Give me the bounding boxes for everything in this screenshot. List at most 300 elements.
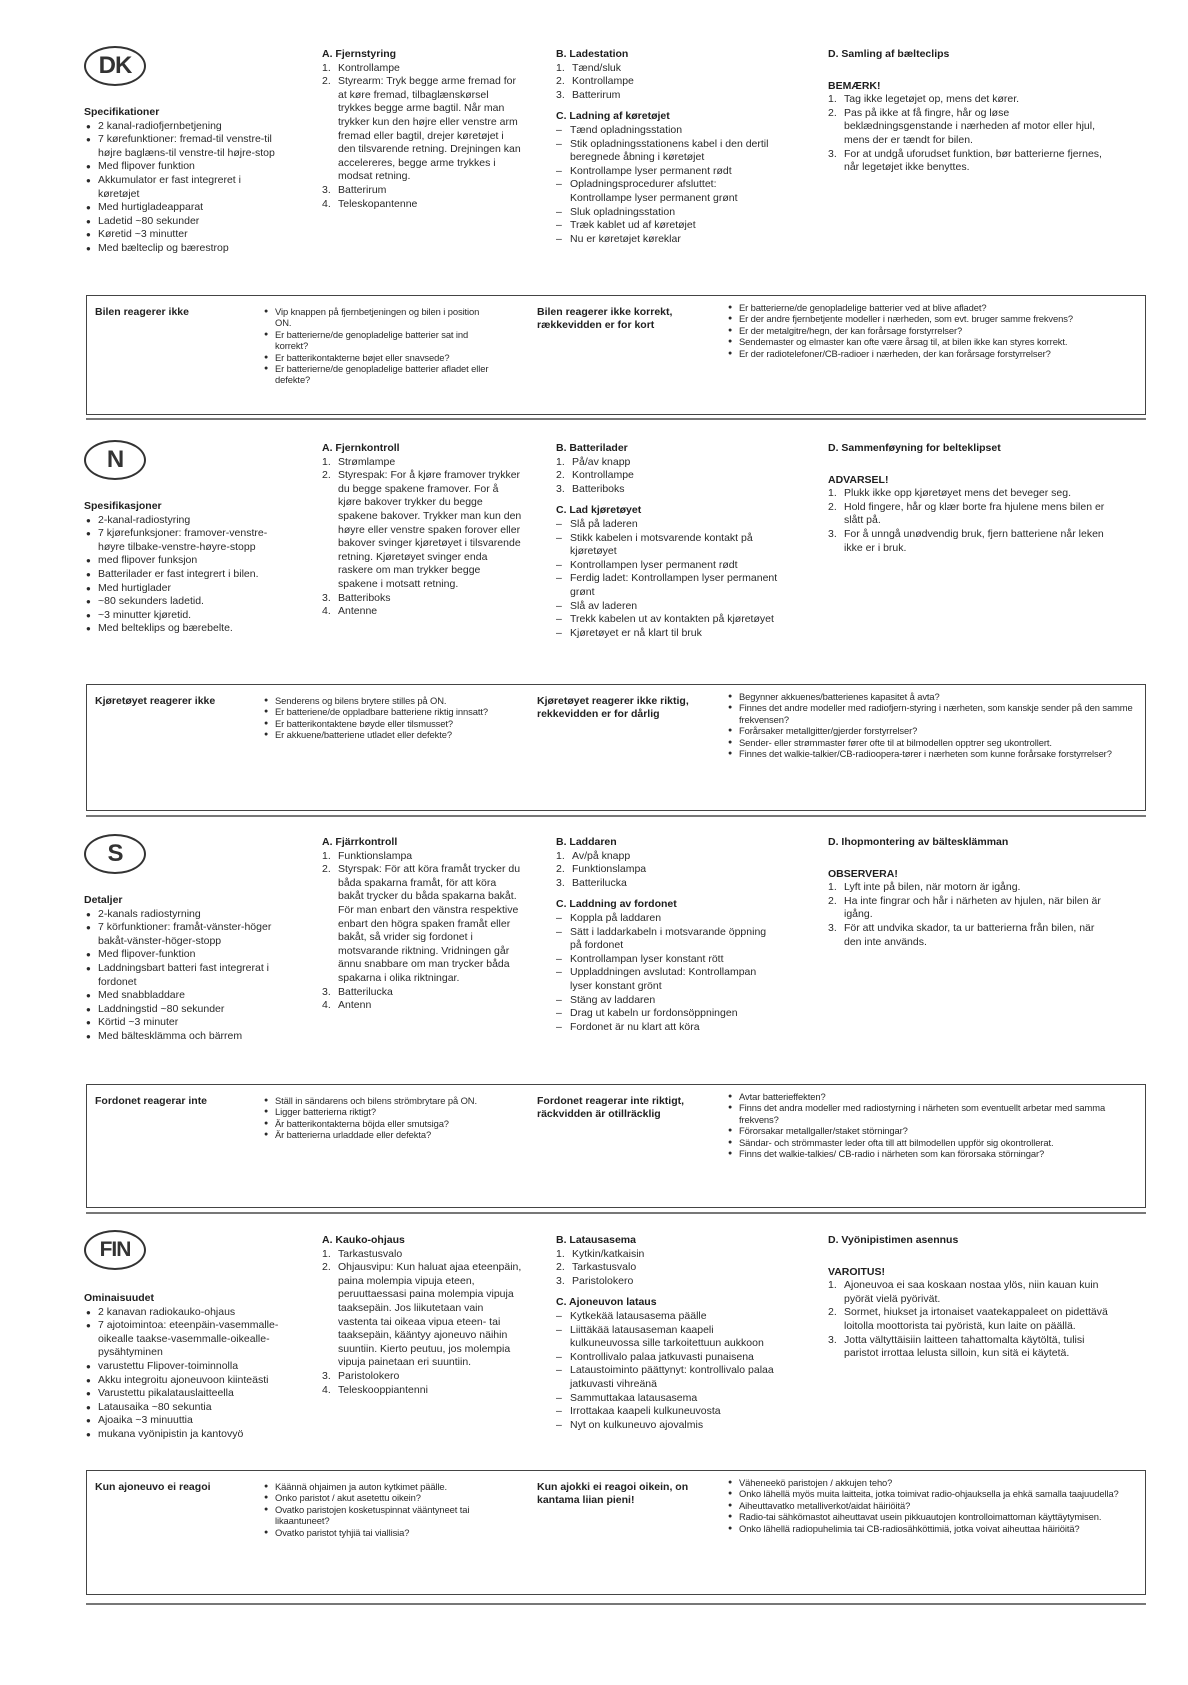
list-item: ● Med hurtiglader (84, 582, 284, 596)
item-text: For at undgå uforudset funktion, bør batterierne fjernes, når legetøjet ikke benyttes. (844, 147, 1102, 174)
list-item (828, 528, 1114, 555)
language-badge: N (84, 440, 146, 480)
list-item: – Sammuttakaa latausasema (556, 1392, 778, 1406)
list-item: – Uppladdningen avslutad: Kontrollampan lyser konstant grönt (556, 966, 778, 993)
list-item (556, 877, 778, 891)
list-item (556, 456, 778, 470)
list-item: – Slå på laderen (556, 518, 778, 532)
list-item (828, 93, 1114, 107)
list-item: ● Latausaika ~80 sekuntia (84, 1401, 284, 1415)
beltclip-column (828, 442, 1114, 555)
item-number: 1. (828, 1279, 837, 1292)
list-item: ● Käännä ohjaimen ja auton kytkimet päälle. (263, 1481, 495, 1492)
trouble-range-list (727, 691, 1139, 759)
list-item: ● Ställ in sändarens och bilens strömbrytare på ON. (263, 1095, 495, 1106)
list-item (322, 863, 522, 985)
list-item: ● Avtar batterieffekten? (727, 1091, 1139, 1102)
item-text: Ha inte fingrar och hår i närheten av hjulen, när bilen är igång. (844, 894, 1101, 921)
item-number: 3. (322, 985, 331, 998)
warning-list (828, 93, 1114, 175)
section-divider (86, 1212, 1146, 1214)
list-item: – Fordonet är nu klart att köra (556, 1021, 778, 1035)
remote-title: A. Kauko-ohjaus (322, 1234, 405, 1246)
list-item: ● Er batterierne/de genopladelige batterier ved at blive afladet? (727, 302, 1139, 313)
list-item (322, 75, 522, 184)
item-text: Styrespak: For å kjøre framover trykker du begge spakene framover. For å kjøre bakover trykker du begge spakene bakover. Trykker man kun den høyre eller venstre spaken forover eller bakover svinger kjøretøyet i tilsvarende retning. Kjøretøyet svinger enda raskere om man trykker begge spakene i motsatt retning. (338, 469, 522, 590)
list-item: ● Ligger batterierna riktigt? (263, 1106, 495, 1117)
list-item: ● Er batterikontakterne bøjet eller snavsede? (263, 352, 495, 363)
charging-steps-list (556, 912, 778, 1034)
item-text: Tænd/sluk (572, 61, 622, 74)
beltclip-title: D. Samling af bælteclips (828, 48, 950, 60)
trouble-no-response-title: Kjøretøyet reagerer ikke (95, 695, 216, 707)
item-number: 4. (322, 197, 331, 210)
item-number: 2. (828, 500, 837, 513)
specifications-title: Spesifikasjoner (84, 500, 162, 512)
list-item: – Kontrollampen lyser permanent rødt (556, 559, 778, 573)
item-text: Jotta vältyttäisiin laitteen tahattomalta käytöltä, tulisi paristot irrottaa lelusta silloin, kun sitä ei käytetä. (844, 1333, 1085, 1360)
charging-steps-list (556, 1310, 778, 1432)
list-item: – Tænd opladningsstation (556, 124, 778, 138)
list-item: ● Väheneekö paristojen / akkujen teho? (727, 1477, 1139, 1488)
item-number: 3. (556, 876, 565, 889)
charging-title: C. Ajoneuvon lataus (556, 1296, 657, 1309)
item-number: 1. (828, 487, 837, 500)
list-item: ● Akku integroitu ajoneuvoon kiinteästi (84, 1374, 284, 1388)
list-item: ● Sändar- och strömmaster leder ofta till att bilmodellen uppför sig okontrollerat. (727, 1137, 1139, 1148)
trouble-range-list (727, 1091, 1139, 1159)
charger-title: B. Batterilader (556, 442, 628, 454)
list-item: ● Onko lähellä myös muita laitteita, jotka toimivat radio-ohjauksella ja ehkä samalla taajuudella? (727, 1488, 1139, 1499)
list-item: ● varustettu Flipover-toiminnolla (84, 1360, 284, 1374)
list-item (322, 850, 522, 864)
list-item: – Stikk kabelen i motsvarende kontakt på kjøretøyet (556, 532, 778, 559)
item-number: 1. (828, 881, 837, 894)
list-item (556, 62, 778, 76)
list-item: ● 2-kanals radiostyrning (84, 908, 284, 922)
warning-title: ADVARSEL! (828, 473, 889, 486)
item-text: Teleskopantenne (338, 197, 418, 210)
list-item: ● Med bältesklämma och bärrem (84, 1030, 284, 1044)
list-item: ● Finnes det walkie-talkier/CB-radioopera-tører i nærheten som kunne forårsake forstyrrelser? (727, 748, 1139, 759)
list-item: ● Körtid ~3 minuter (84, 1016, 284, 1030)
specifications-list (84, 120, 284, 256)
list-item: ● Ajoaika ~3 minuuttia (84, 1414, 284, 1428)
list-item: ● 7 ajotoimintoa: eteenpäin-vasemmalle-oikealle taakse-vasemmalle-oikealle-pysähtyminen (84, 1319, 284, 1360)
list-item: – Slå av laderen (556, 600, 778, 614)
list-item: – Liittäkää latausaseman kaapeli kulkuneuvossa sille tarkoitettuun aukkoon (556, 1324, 778, 1351)
item-text: Strømlampe (338, 455, 396, 468)
item-text: Batterilucka (572, 876, 627, 889)
list-item: ● Køretid ~3 minutter (84, 228, 284, 242)
list-item: ● Er batterierne/de genopladelige batterier afladet eller defekte? (263, 363, 495, 386)
list-item (322, 1384, 522, 1398)
item-text: Plukk ikke opp kjøretøyet mens det beveger seg. (844, 487, 1072, 500)
specifications-title: Detaljer (84, 894, 123, 906)
charging-title: C. Laddning av fordonet (556, 898, 677, 911)
list-item (556, 89, 778, 103)
item-number: 3. (322, 591, 331, 604)
list-item: ● Är batterierna urladdade eller defekta? (263, 1129, 495, 1140)
trouble-no-response-list (263, 306, 495, 386)
list-item (322, 62, 522, 76)
list-item: ● Finns det andra modeller med radiostyrning i närheten som eventuellt arbetar med samma frekvens? (727, 1102, 1139, 1125)
list-item (828, 1279, 1114, 1306)
list-item: – Sluk opladningsstation (556, 206, 778, 220)
spacer (828, 1248, 1114, 1258)
list-item: – Koppla på laddaren (556, 912, 778, 926)
item-number: 2. (556, 863, 565, 876)
list-item (828, 1306, 1114, 1333)
remote-parts-list (322, 62, 522, 212)
charger-parts-list (556, 62, 778, 103)
item-text: Kontrollampe (572, 75, 634, 88)
list-item (322, 198, 522, 212)
list-item: ● Er batterikontaktene bøyde eller tilsmusset? (263, 718, 495, 729)
list-item: – Træk kablet ud af køretøjet (556, 219, 778, 233)
list-item: ● Er batterierne/de genopladelige batterier sat ind korrekt? (263, 329, 495, 352)
item-text: Ohjausvipu: Kun haluat ajaa eteenpäin, paina molempia vipuja eteen, peruuttaessasi paina molempia vipuja taaksepäin. Jos liikutetaan vain vastenta tai oikeaa vipua eteen- tai taaksepäin, kääntyy ajoneuvo näihin suuntiin. Kierto peutuu, jos molempia vipuja painetaan eri suuntiin. (338, 1261, 522, 1369)
list-item: ● Senderens og bilens brytere stilles på ON. (263, 695, 495, 706)
list-item (322, 1248, 522, 1262)
charger-column (556, 48, 778, 246)
item-number: 4. (322, 1383, 331, 1396)
list-item: ● 2-kanal-radiostyring (84, 514, 284, 528)
beltclip-column (828, 48, 1114, 175)
list-item: ● Ovatko paristot tyhjiä tai viallisia? (263, 1527, 495, 1538)
list-item: – Kontrollivalo palaa jatkuvasti punaisena (556, 1351, 778, 1365)
list-item: – Stik opladningsstationens kabel i den dertil beregnede åbning i køretøjet (556, 138, 778, 165)
item-text: Paristolokero (338, 1369, 400, 1382)
list-item (828, 107, 1114, 148)
item-text: Kontrollampe (338, 61, 400, 74)
specifications-column (84, 1292, 284, 1442)
list-item (556, 1261, 778, 1275)
warning-list (828, 1279, 1114, 1361)
item-text: Styrearm: Tryk begge arme fremad for at køre fremad, tilbaglænskørsel trykkes begge arme bagtil. Når man trykker kun den højre eller venstre arm fremad eller bagtil, drejer køretøjet i den tilsvarende retning. Drejningen kan accelereres, begge arme trykkes i modsat retning. (338, 75, 521, 183)
list-item: ● Laddningsbart batteri fast integrerat i fordonet (84, 962, 284, 989)
language-badge: S (84, 834, 146, 874)
list-item: ● ~3 minutter kjøretid. (84, 609, 284, 623)
item-number: 2. (322, 863, 331, 876)
charger-column (556, 1234, 778, 1432)
list-item (322, 184, 522, 198)
trouble-range-title: Kun ajokki ei reagoi oikein, on kantama liian pieni! (537, 1481, 689, 1506)
charging-steps-list (556, 124, 778, 246)
beltclip-title: D. Sammenføyning for belteklipset (828, 442, 1001, 454)
trouble-no-response-list (263, 1481, 495, 1538)
item-number: 1. (828, 93, 837, 106)
language-section (0, 1224, 1188, 1595)
charger-parts-list (556, 456, 778, 497)
item-text: Av/på knapp (572, 849, 631, 862)
warning-title: OBSERVERA! (828, 867, 898, 880)
trouble-no-response-title: Fordonet reagerar inte (95, 1095, 208, 1107)
item-text: Antenn (338, 999, 372, 1012)
list-item: ● Är batterikontakterna böjda eller smutsiga? (263, 1118, 495, 1129)
item-number: 1. (556, 61, 565, 74)
item-number: 4. (322, 999, 331, 1012)
item-text: For å unngå unødvendig bruk, fjern batteriene når leken ikke er i bruk. (844, 527, 1104, 554)
list-item (322, 605, 522, 619)
list-item: ● Onko paristot / akut asetettu oikein? (263, 1492, 495, 1503)
list-item: ● Er der radiotelefoner/CB-radioer i nærheden, der kan forårsage forstyrrelser? (727, 348, 1139, 359)
list-item: ● Er akkuene/batteriene utladet eller defekte? (263, 729, 495, 740)
list-item (556, 1275, 778, 1289)
list-item (828, 895, 1114, 922)
item-number: 1. (322, 455, 331, 468)
item-number: 1. (556, 455, 565, 468)
warning-title: VAROITUS! (828, 1265, 885, 1278)
list-item: – Lataustoiminto päättynyt: kontrollivalo palaa jatkuvasti vihreänä (556, 1364, 778, 1391)
warning-title: BEMÆRK! (828, 79, 881, 92)
item-text: Kontrollampe (572, 469, 634, 482)
item-number: 1. (322, 61, 331, 74)
trouble-range-list (727, 1477, 1139, 1534)
list-item: ● 7 körfunktioner: framåt-vänster-höger bakåt-vänster-höger-stopp (84, 921, 284, 948)
trouble-no-response-title: Bilen reagerer ikke (95, 306, 189, 318)
item-number: 1. (322, 1247, 331, 1260)
list-item: – Sätt i laddarkabeln i motsvarande öppning på fordonet (556, 926, 778, 953)
list-item: ● Akkumulator er fast integreret i køretøjet (84, 174, 284, 201)
remote-title: A. Fjärrkontroll (322, 836, 398, 848)
item-text: Kytkin/katkaisin (572, 1247, 645, 1260)
list-item: ● Med hurtigladeapparat (84, 201, 284, 215)
item-number: 3. (322, 1369, 331, 1382)
warning-list (828, 487, 1114, 555)
list-item: ● Med snabbladdare (84, 989, 284, 1003)
list-item: ● Er der andre fjernbetjente modeller i nærheden, som evt. bruger samme frekvens? (727, 313, 1139, 324)
item-text: Tarkastusvalo (338, 1247, 403, 1260)
charger-title: B. Latausasema (556, 1234, 636, 1246)
list-item (556, 483, 778, 497)
list-item: – Kjøretøyet er nå klart til bruk (556, 627, 778, 641)
list-item: ● Sendemaster og elmaster kan ofte være årsag til, at bilen ikke kan styres korrekt. (727, 336, 1139, 347)
charging-title: C. Ladning af køretøjet (556, 110, 670, 123)
section-divider (86, 418, 1146, 420)
remote-column (322, 836, 522, 1013)
beltclip-title: D. Vyönipistimen asennus (828, 1234, 959, 1246)
spacer (828, 850, 1114, 860)
specifications-column (84, 500, 284, 636)
item-text: Funktionslampa (572, 863, 647, 876)
list-item: – Kytkekää latausasema päälle (556, 1310, 778, 1324)
list-item: ● Er batteriene/de oppladbare batteriene riktig innsatt? (263, 706, 495, 717)
item-text: Styrspak: För att köra framåt trycker du båda spakarna framåt, för att köra bakåt trycker du båda spakarna bakåt. För man enbart den vänstra respektive enbart den högra spaken framåt eller bakåt, så vrider sig fordonet i motsvarande riktning. Vridningen går ännu snabbare om man trycker båda spakarna i olika riktningar. (338, 863, 521, 984)
list-item: ● Aiheuttavatko metalliverkot/aidat häiriöitä? (727, 1500, 1139, 1511)
item-text: Batterirum (338, 183, 387, 196)
list-item: – Kontrollampe lyser permanent rødt (556, 165, 778, 179)
trouble-no-response-title: Kun ajoneuvo ei reagoi (95, 1481, 211, 1493)
specifications-list (84, 908, 284, 1044)
troubleshooting-box (86, 684, 1146, 811)
list-item (556, 850, 778, 864)
troubleshooting-box (86, 295, 1146, 415)
item-number: 2. (556, 469, 565, 482)
item-number: 2. (322, 75, 331, 88)
list-item: ● Batterilader er fast integrert i bilen. (84, 568, 284, 582)
list-item: – Ferdig ladet: Kontrollampen lyser permanent grønt (556, 572, 778, 599)
item-text: På/av knapp (572, 455, 631, 468)
item-text: Sormet, hiukset ja irtonaiset vaatekappaleet on pidettävä loitolla moottorista tai pyöristä, kun laite on päällä. (844, 1306, 1108, 1332)
item-number: 2. (322, 469, 331, 482)
trouble-range-title: Fordonet reagerar inte riktigt, räckvidden är otillräcklig (537, 1095, 685, 1120)
remote-parts-list (322, 456, 522, 619)
list-item: ● 7 kjørefunksjoner: framover-venstre-høyre tilbake-venstre-høyre-stopp (84, 527, 284, 554)
list-item: ● Begynner akkuenes/batterienes kapasitet å avta? (727, 691, 1139, 702)
list-item (322, 999, 522, 1013)
item-text: Batterirum (572, 88, 621, 101)
list-item: – Nyt on kulkuneuvo ajovalmis (556, 1419, 778, 1433)
specifications-list (84, 1306, 284, 1442)
list-item: ● 7 kørefunktioner: fremad-til venstre-til højre baglæns-til venstre-til højre-stop (84, 133, 284, 160)
charger-column (556, 836, 778, 1034)
item-text: För att undvika skador, ta ur batterierna från bilen, när den inte används. (844, 921, 1095, 948)
item-text: Antenne (338, 605, 378, 618)
item-number: 3. (828, 1333, 837, 1346)
trouble-range-title: Kjøretøyet reagerer ikke riktig, rekkevidden er for dårlig (537, 695, 689, 720)
list-item (322, 456, 522, 470)
spacer (828, 62, 1114, 72)
specifications-column (84, 894, 284, 1044)
trouble-no-response-list (263, 1095, 495, 1141)
item-number: 1. (322, 849, 331, 862)
charger-title: B. Laddaren (556, 836, 617, 848)
item-number: 2. (556, 1261, 565, 1274)
warning-list (828, 881, 1114, 949)
list-item: – Drag ut kabeln ur fordonsöppningen (556, 1007, 778, 1021)
remote-column (322, 48, 522, 211)
charger-column (556, 442, 778, 640)
charger-parts-list (556, 850, 778, 891)
list-item: ● Med flipover funktion (84, 160, 284, 174)
list-item (828, 501, 1114, 528)
list-item (322, 986, 522, 1000)
list-item: – Trekk kabelen ut av kontakten på kjøretøyet (556, 613, 778, 627)
remote-column (322, 442, 522, 619)
item-number: 4. (322, 605, 331, 618)
list-item: ● Laddningstid ~80 sekunder (84, 1003, 284, 1017)
item-text: Paristolokero (572, 1274, 634, 1287)
list-item: ● Förorsakar metallgaller/staket störningar? (727, 1125, 1139, 1136)
troubleshooting-box (86, 1470, 1146, 1595)
list-item: ● Onko lähellä radiopuhelimia tai CB-radiosähköttimiä, jotka voivat aiheuttaa häiriöitä? (727, 1523, 1139, 1534)
beltclip-title: D. Ihopmontering av bältesklämman (828, 836, 1009, 848)
item-number: 3. (828, 527, 837, 540)
list-item: ● Forårsaker metallgitter/gjerder forstyrrelser? (727, 725, 1139, 736)
spacer (828, 456, 1114, 466)
list-item (828, 1334, 1114, 1361)
item-text: Ajoneuvoa ei saa koskaan nostaa ylös, niin kauan kuin pyörät vielä pyörivät. (844, 1279, 1099, 1305)
item-number: 3. (828, 147, 837, 160)
item-number: 1. (556, 849, 565, 862)
charging-steps-list (556, 518, 778, 640)
list-item: ● mukana vyönipistin ja kantovyö (84, 1428, 284, 1442)
item-text: Batterilucka (338, 985, 393, 998)
list-item: ● Med belteklips og bærebelte. (84, 622, 284, 636)
item-number: 2. (828, 1306, 837, 1319)
specifications-list (84, 514, 284, 636)
beltclip-column (828, 1234, 1114, 1361)
language-section (0, 432, 1188, 811)
list-item: – Opladningsprocedurer afsluttet: Kontrollampe lyser permanent grønt (556, 178, 778, 205)
remote-parts-list (322, 850, 522, 1013)
item-number: 3. (828, 921, 837, 934)
item-number: 3. (556, 482, 565, 495)
list-item: ● Med flipover-funktion (84, 948, 284, 962)
beltclip-column (828, 836, 1114, 949)
item-number: 1. (556, 1247, 565, 1260)
item-number: 2. (322, 1261, 331, 1274)
list-item (322, 1370, 522, 1384)
remote-title: A. Fjernstyring (322, 48, 397, 60)
item-text: Hold fingere, hår og klær borte fra hjulene mens bilen er slått på. (844, 500, 1105, 527)
list-item (828, 148, 1114, 175)
list-item: – Irrottakaa kaapeli kulkuneuvosta (556, 1405, 778, 1419)
list-item: ● ~80 sekunders ladetid. (84, 595, 284, 609)
list-item (322, 1261, 522, 1370)
language-section (0, 38, 1188, 415)
list-item (556, 1248, 778, 1262)
list-item: ● Ovatko paristojen kosketuspinnat vääntyneet tai likaantuneet? (263, 1504, 495, 1527)
list-item (556, 863, 778, 877)
item-number: 3. (556, 88, 565, 101)
item-text: Tarkastusvalo (572, 1261, 637, 1274)
list-item (828, 487, 1114, 501)
item-number: 2. (556, 75, 565, 88)
item-text: Teleskooppiantenni (338, 1383, 428, 1396)
item-text: Batteriboks (572, 482, 625, 495)
list-item: ● 2 kanavan radiokauko-ohjaus (84, 1306, 284, 1320)
section-divider (86, 1603, 1146, 1605)
item-text: Funktionslampa (338, 849, 413, 862)
list-item: ● Er der metalgitre/hegn, der kan forårsage forstyrrelser? (727, 325, 1139, 336)
list-item (556, 75, 778, 89)
specifications-title: Specifikationer (84, 106, 160, 118)
list-item: ● Finnes det andre modeller med radiofjern-styring i nærheten, som kanskje sender på den samme frekvensen? (727, 702, 1139, 725)
list-item: ● Finns det walkie-talkies/ CB-radio i närheten som kan förorsaka störningar? (727, 1148, 1139, 1159)
specifications-column (84, 106, 284, 256)
item-text: Lyft inte på bilen, när motorn är igång. (844, 881, 1021, 894)
trouble-no-response-list (263, 695, 495, 741)
troubleshooting-box (86, 1084, 1146, 1208)
list-item: – Kontrollampan lyser konstant rött (556, 953, 778, 967)
item-number: 2. (828, 894, 837, 907)
list-item: – Nu er køretøjet køreklar (556, 233, 778, 247)
list-item: ● Sender- eller strømmaster fører ofte til at bilmodellen opptrer seg ukontrollert. (727, 737, 1139, 748)
list-item (556, 469, 778, 483)
remote-parts-list (322, 1248, 522, 1398)
charger-title: B. Ladestation (556, 48, 629, 60)
item-text: Pas på ikke at få fingre, hår og løse beklædningsgenstande i nærheden af motor eller hjul, mens der er tændt for bilen. (844, 106, 1095, 146)
list-item: ● Ladetid ~80 sekunder (84, 215, 284, 229)
list-item: ● Varustettu pikalatauslaitteella (84, 1387, 284, 1401)
item-text: Tag ikke legetøjet op, mens det kører. (844, 93, 1020, 106)
list-item: ● Vip knappen på fjernbetjeningen og bilen i position ON. (263, 306, 495, 329)
charging-title: C. Lad kjøretøyet (556, 504, 642, 517)
item-number: 3. (556, 1274, 565, 1287)
section-divider (86, 815, 1146, 817)
language-badge: DK (84, 46, 146, 86)
list-item: – Stäng av laddaren (556, 994, 778, 1008)
remote-column (322, 1234, 522, 1397)
item-number: 2. (828, 106, 837, 119)
list-item: ● Med bælteclip og bærestrop (84, 242, 284, 256)
list-item: ● 2 kanal-radiofjernbetjening (84, 120, 284, 134)
item-text: Batteriboks (338, 591, 391, 604)
list-item: ● Radio-tai sähkömastot aiheuttavat usein pikkuautojen kontrolloimattoman käyttäytymisen. (727, 1511, 1139, 1522)
list-item (322, 469, 522, 591)
